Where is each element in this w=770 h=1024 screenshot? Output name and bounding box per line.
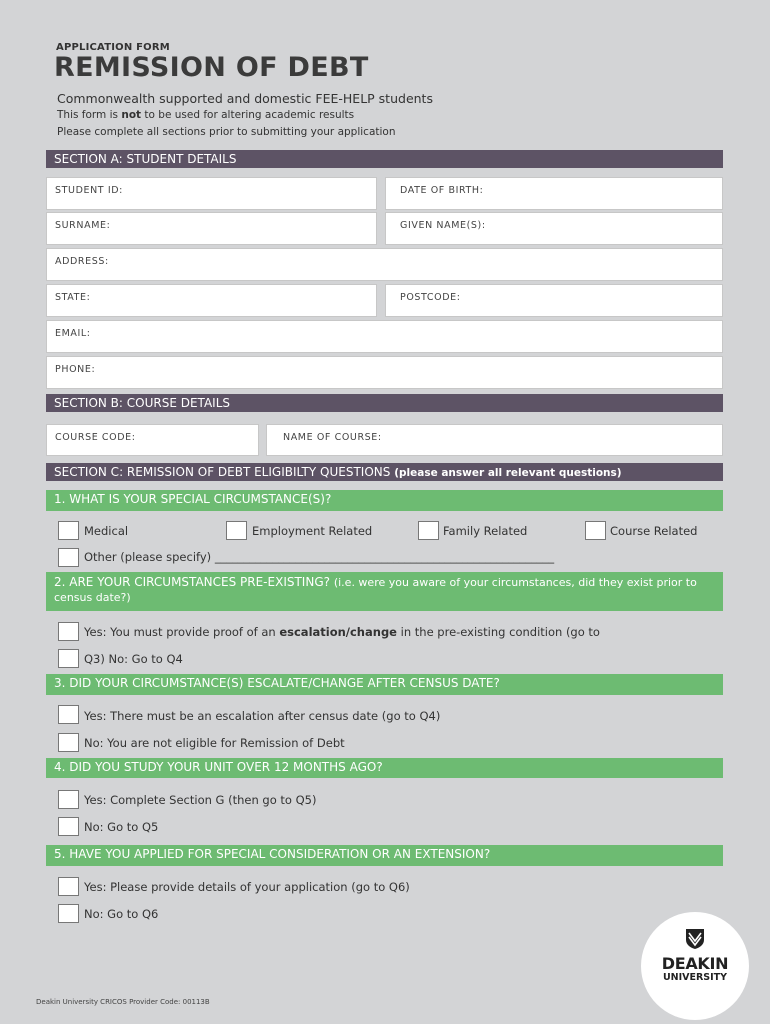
logo-name: DEAKIN <box>661 954 729 973</box>
q2-yes-checkbox[interactable] <box>58 622 79 641</box>
q3-yes-checkbox[interactable] <box>58 705 79 724</box>
cricos-code: Deakin University CRICOS Provider Code: 00113B <box>36 998 210 1006</box>
other-specify-label: Other (please specify) ___________________________________________________________ <box>84 550 555 564</box>
field-label: STATE: <box>55 292 91 303</box>
state-field[interactable] <box>46 284 377 317</box>
phone-field[interactable] <box>46 356 723 389</box>
form-note-complete: Please complete all sections prior to submitting your application <box>57 126 396 138</box>
q5-yes-checkbox[interactable] <box>58 877 79 896</box>
option-bold: escalation/change <box>279 625 397 639</box>
course-related-checkbox[interactable] <box>585 521 606 540</box>
q4-yes-label: Yes: Complete Section G (then go to Q5) <box>84 793 317 807</box>
field-label: GIVEN NAME(S): <box>400 220 486 231</box>
field-label: NAME OF COURSE: <box>283 432 382 443</box>
q5-yes-label: Yes: Please provide details of your application (go to Q6) <box>84 880 410 894</box>
q5-no-checkbox[interactable] <box>58 904 79 923</box>
q4-no-checkbox[interactable] <box>58 817 79 836</box>
q2-yes-label <box>84 625 600 639</box>
section-c-header <box>46 463 723 481</box>
medical-label: Medical <box>84 524 129 538</box>
student-id-field[interactable] <box>46 177 377 210</box>
date-of-birth-field[interactable] <box>385 177 723 210</box>
note-text: This form is <box>57 109 122 121</box>
other-checkbox[interactable] <box>58 548 79 567</box>
course-name-field[interactable] <box>266 424 723 456</box>
field-label: ADDRESS: <box>55 256 109 267</box>
question-1-header: 1. WHAT IS YOUR SPECIAL CIRCUMSTANCE(S)? <box>46 490 723 511</box>
field-label: DATE OF BIRTH: <box>400 185 484 196</box>
note-bold: not <box>121 109 142 121</box>
question-5-header: 5. HAVE YOU APPLIED FOR SPECIAL CONSIDERATION OR AN EXTENSION? <box>46 845 723 866</box>
q2-no-checkbox[interactable] <box>58 649 79 668</box>
section-c-title: SECTION C: REMISSION OF DEBT ELIGIBILTY QUESTIONS <box>54 465 391 479</box>
surname-field[interactable] <box>46 212 377 245</box>
course-related-label: Course Related <box>610 524 698 538</box>
address-field[interactable] <box>46 248 723 281</box>
form-title: REMISSION OF DEBT <box>54 52 369 83</box>
deakin-logo <box>641 912 749 1020</box>
section-a-header: SECTION A: STUDENT DETAILS <box>46 150 723 168</box>
field-label: STUDENT ID: <box>55 185 123 196</box>
question-3-header: 3. DID YOUR CIRCUMSTANCE(S) ESCALATE/CHANGE AFTER CENSUS DATE? <box>46 674 723 695</box>
form-note-results <box>57 109 354 121</box>
option-text: in the pre-existing condition (go to <box>396 625 600 639</box>
medical-checkbox[interactable] <box>58 521 79 540</box>
question-2-header <box>46 572 723 611</box>
employment-related-label: Employment Related <box>252 524 373 538</box>
note-text: to be used for altering academic results <box>141 109 355 121</box>
email-field[interactable] <box>46 320 723 353</box>
question-2-title: 2. ARE YOUR CIRCUMSTANCES PRE-EXISTING? <box>54 575 330 589</box>
logo-subtitle: UNIVERSITY <box>662 972 728 983</box>
course-code-field[interactable] <box>46 424 259 456</box>
family-related-label: Family Related <box>443 524 528 538</box>
q3-no-checkbox[interactable] <box>58 733 79 752</box>
field-label: EMAIL: <box>55 328 91 339</box>
family-related-checkbox[interactable] <box>418 521 439 540</box>
q3-yes-label: Yes: There must be an escalation after census date (go to Q4) <box>84 709 441 723</box>
question-4-header: 4. DID YOU STUDY YOUR UNIT OVER 12 MONTHS AGO? <box>46 758 723 778</box>
q4-yes-checkbox[interactable] <box>58 790 79 809</box>
employment-related-checkbox[interactable] <box>226 521 247 540</box>
field-label: POSTCODE: <box>400 292 461 303</box>
deakin-shield-icon <box>685 928 705 950</box>
field-label: SURNAME: <box>55 220 111 231</box>
field-label: COURSE CODE: <box>55 432 136 443</box>
q5-no-label: No: Go to Q6 <box>84 907 159 921</box>
form-label: APPLICATION FORM <box>56 42 170 53</box>
section-c-note: (please answer all relevant questions) <box>394 467 622 479</box>
given-names-field[interactable] <box>385 212 723 245</box>
q3-no-label: No: You are not eligible for Remission of Debt <box>84 736 345 750</box>
q2-no-label: Q3) No: Go to Q4 <box>84 652 183 666</box>
question-2-note: (i.e. were you aware of your circumstances, did they exist prior to census date?) <box>54 576 697 604</box>
field-label: PHONE: <box>55 364 96 375</box>
postcode-field[interactable] <box>385 284 723 317</box>
form-subtitle: Commonwealth supported and domestic FEE-HELP students <box>57 91 433 106</box>
q4-no-label: No: Go to Q5 <box>84 820 159 834</box>
section-b-header: SECTION B: COURSE DETAILS <box>46 394 723 412</box>
option-text: Yes: You must provide proof of an <box>84 625 280 639</box>
